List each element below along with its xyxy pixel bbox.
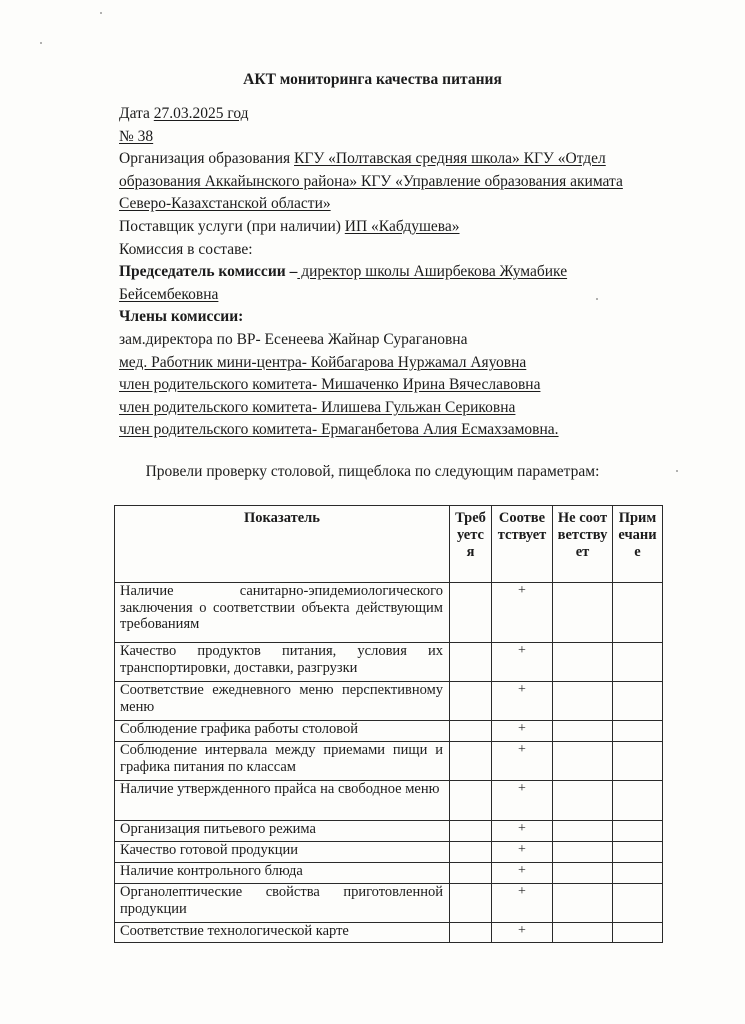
- table-row: [115, 884, 663, 923]
- scan-speck: [676, 470, 678, 472]
- not-complies-cell: [553, 742, 613, 781]
- required-cell: [450, 923, 492, 943]
- complies-cell: +: [492, 682, 553, 721]
- complies-cell: +: [492, 742, 553, 781]
- date-label: Дата: [119, 105, 154, 122]
- required-cell: [450, 583, 492, 643]
- header-block: [119, 103, 699, 442]
- organization-value-1: КГУ «Полтавская средняя школа» КГУ «Отдел: [294, 150, 606, 168]
- note-cell: [613, 682, 663, 721]
- act-number: № 38: [119, 127, 154, 145]
- note-cell: [613, 821, 663, 842]
- supplier-line: [119, 216, 699, 239]
- chair-line-2: [119, 284, 699, 307]
- table-header-row: [115, 506, 663, 583]
- note-cell: [613, 923, 663, 943]
- not-complies-cell: [553, 682, 613, 721]
- commission-label: Комиссия в составе:: [119, 240, 253, 258]
- not-complies-cell: [553, 821, 613, 842]
- header-note: Примечание: [613, 506, 663, 583]
- chair-value-1: директор школы Аширбекова Жумабике: [297, 263, 568, 281]
- scan-speck: [596, 298, 598, 300]
- note-cell: [613, 842, 663, 863]
- table-row: [115, 682, 663, 721]
- required-cell: [450, 682, 492, 721]
- table-row: [115, 643, 663, 682]
- not-complies-cell: [553, 923, 613, 943]
- member-3: член родительского комитета- Мишаченко Ирина Вячеславовна: [119, 376, 541, 394]
- required-cell: [450, 884, 492, 923]
- table-row: [115, 721, 663, 742]
- document-title: АКТ мониторинга качества питания: [243, 71, 502, 88]
- chair-dash: –: [285, 263, 298, 281]
- chair-line-1: [119, 261, 699, 284]
- date-value: 27.03.2025 год: [153, 105, 249, 122]
- indicator-cell: Соблюдение интервала между приемами пищи и графика питания по классам: [115, 742, 450, 781]
- table-row: [115, 781, 663, 821]
- complies-cell: +: [492, 643, 553, 682]
- scan-speck: [100, 12, 102, 14]
- complies-cell: +: [492, 863, 553, 884]
- required-cell: [450, 821, 492, 842]
- member-1: зам.директора по ВР- Есенеева Жайнар Сурагановна: [119, 330, 468, 348]
- complies-cell: +: [492, 781, 553, 821]
- organization-line-3: [119, 193, 699, 216]
- note-cell: [613, 643, 663, 682]
- complies-cell: +: [492, 842, 553, 863]
- indicator-cell: Наличие санитарно-эпидемиологического заключения о соответствии объекта действующим требованиям: [115, 583, 450, 643]
- table-row: [115, 821, 663, 842]
- not-complies-cell: [553, 863, 613, 884]
- supplier-label: Поставщик услуги (при наличии): [119, 217, 345, 235]
- indicator-cell: Органолептические свойства приготовленной продукции: [115, 884, 450, 923]
- date-line: [119, 103, 699, 126]
- organization-line-2: [119, 171, 699, 194]
- required-cell: [450, 842, 492, 863]
- table-row: [115, 923, 663, 943]
- not-complies-cell: [553, 842, 613, 863]
- member-5: член родительского комитета- Ермаганбетова Алия Есмахзамовна.: [119, 421, 559, 439]
- complies-cell: +: [492, 721, 553, 742]
- chair-label: Председатель комиссии: [119, 263, 286, 281]
- complies-cell: +: [492, 583, 553, 643]
- table-row: [115, 742, 663, 781]
- number-line: [119, 126, 699, 149]
- member-4: член родительского комитета- Илишева Гульжан Сериковна: [119, 398, 516, 416]
- member-2: мед. Работник мини-центра- Койбагарова Нуржамал Аяуовна: [119, 353, 527, 371]
- not-complies-cell: [553, 643, 613, 682]
- header-required: Требуется: [450, 506, 492, 583]
- not-complies-cell: [553, 721, 613, 742]
- scan-speck: [40, 42, 42, 44]
- indicator-cell: Соблюдение графика работы столовой: [115, 721, 450, 742]
- note-cell: [613, 884, 663, 923]
- header-not-complies: Не соответствует: [553, 506, 613, 583]
- indicator-cell: Наличие контрольного блюда: [115, 863, 450, 884]
- organization-value-3: Северо-Казахстанской области»: [119, 195, 331, 213]
- indicator-cell: Соответствие технологической карте: [115, 923, 450, 943]
- not-complies-cell: [553, 884, 613, 923]
- table-row: [115, 583, 663, 643]
- monitoring-table: [114, 505, 663, 943]
- organization-value-2: образования Аккайынского района» КГУ «Управление образования акимата: [119, 172, 623, 190]
- intro-text: Провели проверку столовой, пищеблока по следующим параметрам:: [145, 463, 600, 480]
- header-indicator: Показатель: [115, 506, 450, 583]
- required-cell: [450, 742, 492, 781]
- supplier-value: ИП «Кабдушева»: [344, 217, 460, 235]
- required-cell: [450, 863, 492, 884]
- chair-value-2: Бейсембековна: [119, 285, 219, 303]
- note-cell: [613, 721, 663, 742]
- indicator-cell: Соответствие ежедневного меню перспективному меню: [115, 682, 450, 721]
- note-cell: [613, 863, 663, 884]
- table-row: [115, 842, 663, 863]
- indicator-cell: Качество продуктов питания, условия их транспортировки, доставки, разгрузки: [115, 643, 450, 682]
- complies-cell: +: [492, 923, 553, 943]
- not-complies-cell: [553, 583, 613, 643]
- organization-line-1: [119, 148, 699, 171]
- indicator-cell: Качество готовой продукции: [115, 842, 450, 863]
- indicator-cell: Организация питьевого режима: [115, 821, 450, 842]
- table-row: [115, 863, 663, 884]
- organization-label: Организация образования: [119, 150, 295, 168]
- members-label: Члены комиссии:: [119, 308, 244, 326]
- note-cell: [613, 781, 663, 821]
- note-cell: [613, 742, 663, 781]
- indicator-cell: Наличие утвержденного прайса на свободное меню: [115, 781, 450, 821]
- complies-cell: +: [492, 884, 553, 923]
- not-complies-cell: [553, 781, 613, 821]
- header-complies: Соответствует: [492, 506, 553, 583]
- required-cell: [450, 721, 492, 742]
- complies-cell: +: [492, 821, 553, 842]
- required-cell: [450, 781, 492, 821]
- required-cell: [450, 643, 492, 682]
- note-cell: [613, 583, 663, 643]
